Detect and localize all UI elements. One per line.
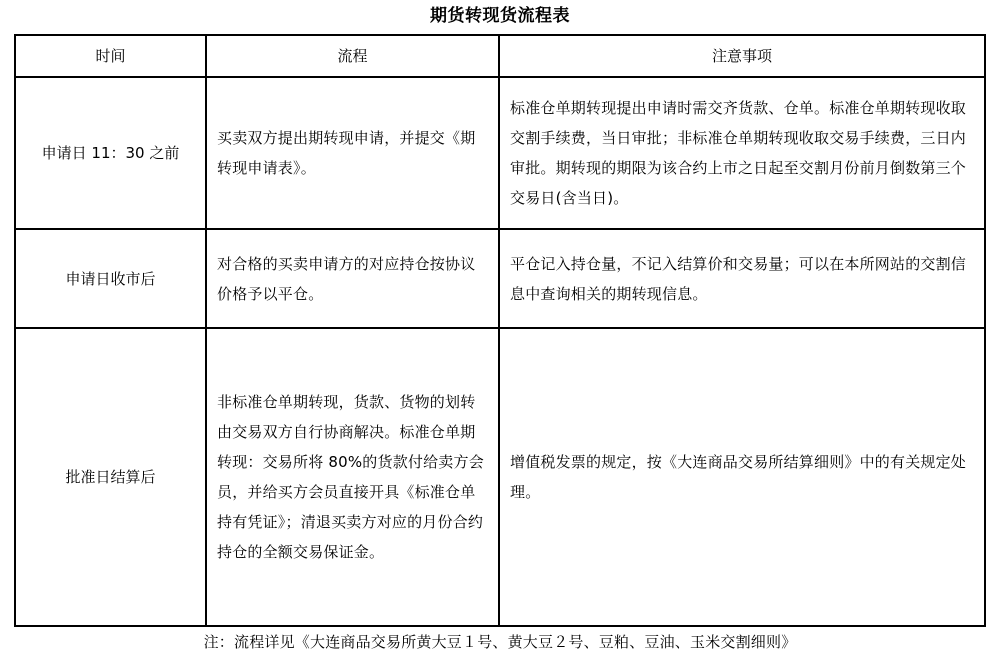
flow-table-container	[14, 34, 984, 627]
table-row	[15, 229, 985, 328]
table-header-row	[15, 35, 985, 77]
footnote: 注：流程详见《大连商品交易所黄大豆１号、黄大豆２号、豆粕、豆油、玉米交割细则》	[203, 633, 797, 651]
cell-time: 申请日 11：30 之前	[15, 77, 206, 229]
column-header-process: 流程	[206, 35, 499, 77]
cell-process: 买卖双方提出期转现申请，并提交《期转现申请表》。	[206, 77, 499, 229]
cell-notes: 平仓记入持仓量，不记入结算价和交易量；可以在本所网站的交割信息中查询相关的期转现信息。	[499, 229, 985, 328]
page-title: 期货转现货流程表	[430, 6, 570, 26]
cell-time: 申请日收市后	[15, 229, 206, 328]
cell-notes: 增值税发票的规定，按《大连商品交易所结算细则》中的有关规定处理。	[499, 328, 985, 626]
table-row	[15, 77, 985, 229]
cell-process: 对合格的买卖申请方的对应持仓按协议价格予以平仓。	[206, 229, 499, 328]
table-row	[15, 328, 985, 626]
flow-table	[14, 34, 986, 627]
cell-notes: 标准仓单期转现提出申请时需交齐货款、仓单。标准仓单期转现收取交割手续费，当日审批；非标准仓单期转现收取交易手续费，三日内审批。期转现的期限为该合约上市之日起至交割月份前月倒数第三个交易日(含当日)。	[499, 77, 985, 229]
cell-time: 批准日结算后	[15, 328, 206, 626]
table-header	[15, 35, 985, 77]
cell-process: 非标准仓单期转现，货款、货物的划转由交易双方自行协商解决。标准仓单期转现：交易所将 80%的货款付给卖方会员，并给买方会员直接开具《标准仓单持有凭证》；清退买卖方对应的月份合约持仓的全额交易保证金。	[206, 328, 499, 626]
table-body	[15, 77, 985, 626]
column-header-time: 时间	[15, 35, 206, 77]
column-header-notes: 注意事项	[499, 35, 985, 77]
